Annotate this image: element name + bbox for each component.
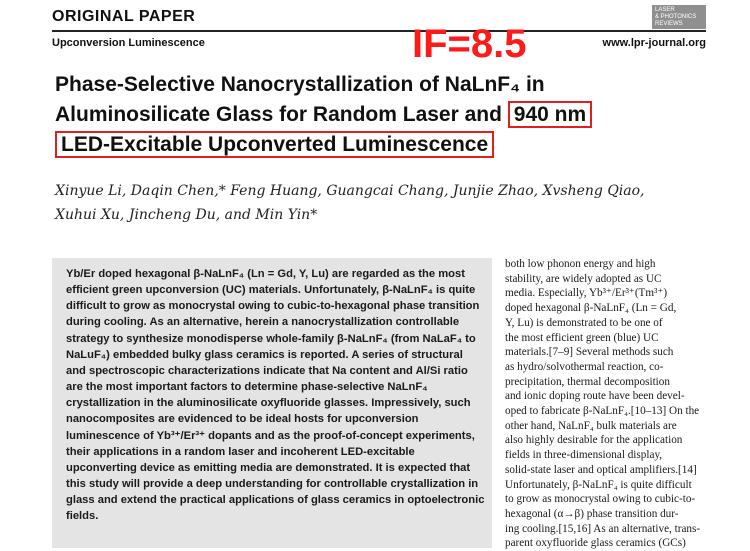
abstract-line: difficult to grow as monocrystal owing to cubic-to-hexagonal phase transition [66, 300, 480, 313]
abstract-line: their applications in a random laser and incoherent LED-excitable [66, 445, 415, 458]
body-line: as hydro/solvothermal reaction, co- [505, 360, 664, 373]
abstract-line: nanocomposites are evidenced to be ideal hosts for upconversion [66, 413, 419, 426]
body-line: media. Especially, Yb³⁺/Er³⁺(Tm³⁺) [505, 287, 668, 300]
body-line: other hand, NaLnF₄ bulk materials are [505, 419, 677, 432]
abstract-line: luminescence of Yb³⁺/Er³⁺ dopants and as the proof-of-concept experiments, [66, 429, 475, 442]
body-line: materials.[7–9] Several methods such [505, 346, 674, 359]
body-line: the most efficient green (blue) UC [505, 331, 659, 344]
author-list [55, 179, 705, 227]
abstract-line: this study will provide a deep understanding for controllable crystallization in [66, 478, 479, 491]
body-line: to grow as monocrystal owing to cubic-to- [505, 493, 696, 506]
body-line: Unfortunately, β-NaLnF₄ is quite difficult [505, 478, 692, 491]
abstract-line: NaLuF₄) embedded bulky glass ceramics is reported. A series of structural [66, 348, 463, 361]
abstract-line: efficient green upconversion (UC) materials. Unfortunately, β-NaLnF₄ is quite [66, 284, 476, 297]
body-line: doped hexagonal β-NaLnF₄ (Ln = Gd, [505, 302, 677, 315]
body-line: oped to fabricate β-NaLnF₄.[10–13] On the [505, 405, 700, 418]
logo-line: LASER [655, 7, 675, 13]
subject-label: Upconversion Luminescence [52, 37, 205, 49]
abstract-line: during cooling. As an alternative, herein a nanocrystallization controllable [66, 316, 460, 329]
body-column [505, 257, 707, 551]
title-line [55, 130, 675, 160]
journal-url[interactable]: www.lpr-journal.org [602, 37, 706, 49]
body-line: ing cooling.[15,16] As an alternative, trans- [505, 522, 701, 535]
abstract-line: strategy to synthesize monodisperse whole-family β-NaLnF₄ (from NaLaF₄ to [66, 332, 476, 345]
journal-logo [652, 5, 706, 29]
body-line: solid-state laser and optical amplifiers.[14] [505, 463, 697, 476]
logo-line: REVIEWS [655, 21, 683, 27]
paper-title [55, 70, 675, 160]
highlight-box: LED-Excitable Upconverted Luminescence [55, 131, 494, 158]
body-line: both low phonon energy and high [505, 258, 656, 270]
section-label: ORIGINAL PAPER [52, 8, 196, 25]
logo-line: & PHOTONICS [655, 14, 697, 20]
abstract-line: glass and extend the practical applications of glass ceramics in optoelectronic [66, 494, 485, 507]
title-text: Aluminosilicate Glass for Random Laser and [55, 103, 508, 126]
abstract-line: upconverting device as emitting media are demonstrated. It is expected that [66, 461, 471, 474]
abstract-line: and spectroscopic characterizations indicate that Na content and Al/Si ratio [66, 364, 468, 377]
abstract-line: fields. [66, 510, 99, 523]
body-line: fields in three-dimensional display, [505, 449, 663, 462]
body-line: hexagonal (α→β) phase transition dur- [505, 507, 679, 520]
header-rule [52, 30, 706, 32]
abstract-line: are the most important factors to determine phase-selective NaLnF₄ [66, 381, 428, 394]
author-line: Xinyue Li, Daqin Chen,* Feng Huang, Guangcai Chang, Junjie Zhao, Xvsheng Qiao, [55, 183, 645, 199]
body-line: parent oxyfluoride glass ceramics (GCs) [505, 537, 686, 550]
author-line: Xuhui Xu, Jincheng Du, and Min Yin* [55, 207, 318, 223]
highlight-box: 940 nm [508, 101, 592, 128]
body-line: stability, are widely adopted as UC [505, 272, 662, 285]
impact-factor-annotation: IF=8.5 [412, 22, 527, 66]
title-line [55, 100, 675, 130]
body-line: and ionic doping route have been devel- [505, 390, 685, 403]
title-line: Phase-Selective Nanocrystallization of NaLnF₄ in [55, 73, 545, 96]
abstract-text [66, 266, 485, 525]
body-line: Y, Lu) is demonstrated to be one of [505, 316, 663, 329]
body-line: precipitation, thermal decomposition [505, 375, 670, 388]
abstract-line: Yb/Er doped hexagonal β-NaLnF₄ (Ln = Gd, Y, Lu) are regarded as the most [66, 268, 465, 280]
body-line: also highly desirable for the application [505, 434, 683, 447]
abstract-line: crystallization in the aluminosilicate oxyfluoride glasses. Impressively, such [66, 397, 471, 410]
